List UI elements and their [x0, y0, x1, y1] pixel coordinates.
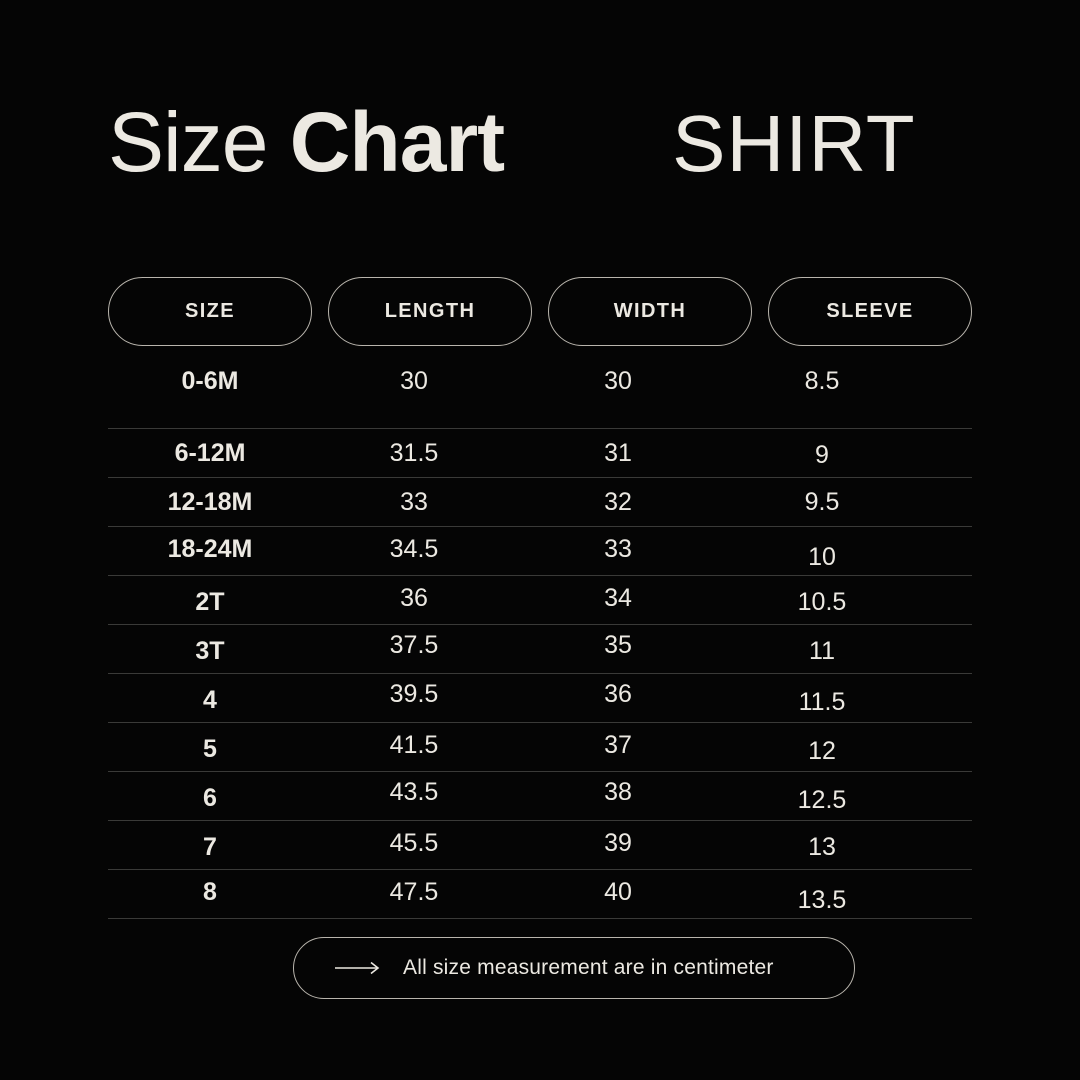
cell-width: 36	[604, 679, 632, 708]
cell-width: 32	[604, 487, 632, 516]
cell-width: 37	[604, 730, 632, 759]
table-header-pills	[108, 277, 972, 346]
cell-width: 33	[604, 534, 632, 563]
cell-size: 12-18M	[167, 487, 253, 516]
table-row	[108, 625, 972, 674]
cell-sleeve: 8.5	[804, 366, 840, 395]
size-table	[108, 352, 972, 919]
cell-length: 31.5	[389, 438, 439, 467]
page-title	[108, 95, 988, 210]
cell-sleeve: 13	[808, 832, 836, 861]
cell-size: 4	[203, 685, 217, 714]
arrow-right-icon	[335, 961, 381, 975]
cell-size: 7	[203, 832, 217, 861]
cell-length: 37.5	[389, 630, 439, 659]
title-word-chart: Chart	[289, 95, 505, 189]
column-header-size: SIZE	[108, 277, 312, 346]
cell-length: 39.5	[389, 679, 439, 708]
cell-size: 6-12M	[174, 438, 246, 467]
cell-length: 34.5	[389, 534, 439, 563]
cell-sleeve: 11.5	[798, 687, 846, 716]
table-divider	[108, 414, 972, 429]
cell-sleeve: 12	[808, 736, 836, 765]
cell-length: 36	[400, 583, 428, 612]
column-header-width: WIDTH	[548, 277, 752, 346]
cell-width: 40	[604, 877, 632, 906]
cell-sleeve: 13.5	[797, 885, 847, 914]
cell-size: 5	[203, 734, 217, 763]
table-row	[108, 723, 972, 772]
table-row	[108, 821, 972, 870]
column-header-sleeve: SLEEVE	[768, 277, 972, 346]
cell-width: 38	[604, 777, 632, 806]
cell-sleeve: 9.5	[804, 487, 840, 516]
title-word-size: Size	[108, 95, 268, 189]
cell-length: 30	[400, 366, 428, 395]
cell-length: 33	[400, 487, 428, 516]
cell-width: 30	[604, 366, 632, 395]
cell-size: 3T	[195, 636, 225, 665]
cell-width: 31	[604, 438, 632, 467]
cell-size: 2T	[195, 587, 225, 616]
column-header-length: LENGTH	[328, 277, 532, 346]
cell-length: 45.5	[389, 828, 439, 857]
cell-length: 41.5	[389, 730, 439, 759]
table-row	[108, 429, 972, 478]
cell-width: 35	[604, 630, 632, 659]
table-row	[108, 870, 972, 919]
cell-sleeve: 11	[809, 636, 835, 665]
title-garment: SHIRT	[672, 99, 916, 188]
cell-sleeve: 10.5	[797, 587, 847, 616]
cell-width: 34	[604, 583, 632, 612]
cell-width: 39	[604, 828, 632, 857]
table-row	[108, 674, 972, 723]
table-row	[108, 527, 972, 576]
cell-sleeve: 12.5	[797, 785, 847, 814]
cell-sleeve: 10	[808, 542, 836, 571]
cell-length: 43.5	[389, 777, 439, 806]
cell-size: 6	[203, 783, 217, 812]
cell-length: 47.5	[389, 877, 439, 906]
table-row	[108, 352, 972, 414]
title-main	[108, 95, 505, 189]
table-row	[108, 478, 972, 527]
cell-size: 18-24M	[167, 534, 253, 563]
cell-size: 0-6M	[181, 366, 239, 395]
cell-sleeve: 9	[815, 440, 829, 469]
measurement-note-text: All size measurement are in centimeter	[403, 956, 774, 979]
cell-size: 8	[203, 877, 217, 906]
table-row	[108, 576, 972, 625]
measurement-note	[293, 937, 855, 999]
table-row	[108, 772, 972, 821]
